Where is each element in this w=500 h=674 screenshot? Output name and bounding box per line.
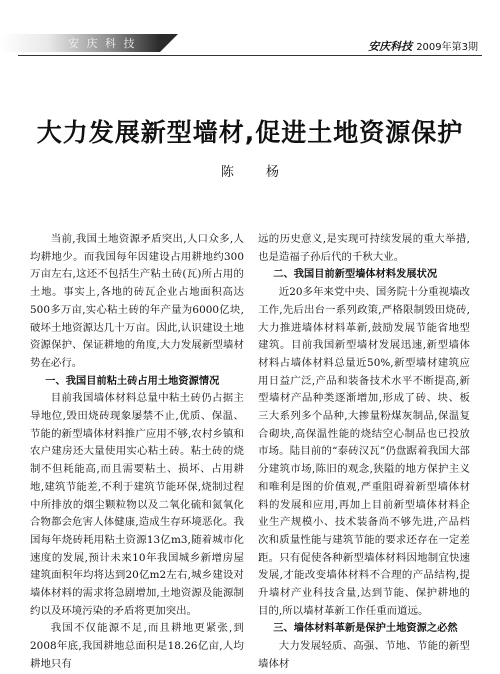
left-column: [30, 231, 244, 674]
paragraph: 当前,我国土地资源矛盾突出,人口众多,人均耕地少。而我国每年因建设占用耕地约300万亩左右,这还不包括生产粘土砖(瓦)所占用的土地。事实上,各地的砖瓦企业占地面积高达500多万亩,实心粘土砖的年产量为6000亿块,破坏土地资源达几十万亩。因此,认识建设土地资源保护、保证耕地的角度,大力发展新型墙材势在必行。: [30, 233, 244, 369]
paragraph: 远的历史意义,是实现可持续发展的重大举措,也是造福子孙后代的千秋大业。: [258, 233, 470, 263]
right-column: [258, 231, 470, 674]
paragraph: 我国不仅能源不足,而且耕地更紧张,到2008年底,我国耕地总面积是18.26亿亩,人均耕地只有: [30, 622, 244, 670]
header-rule: [18, 55, 482, 56]
section-heading: 二、我国目前新型墙体材料发展状况: [273, 269, 438, 281]
header-decor-text: 安 庆 科 技: [68, 37, 137, 50]
issue-number: 2009年第3期: [416, 42, 478, 53]
article-title: 大力发展新型墙材,促进土地资源保护: [36, 118, 464, 147]
article-author: 陈 杨: [220, 165, 294, 180]
section-heading: 三、墙体材料革新是保护土地资源之必然: [273, 623, 458, 635]
header-decor-band: [0, 34, 160, 52]
header-decor-triangle: [160, 34, 178, 52]
paragraph: 近20多年来党中央、国务院十分重视墙改工作,先后出台一系列政策,严格限制毁田烧砖,大力推进墙体材料革新,鼓励发展节能省地型建筑。目前我国新型墙材发展迅速,新型墙体材料占墙体材料总量近50%,新型墙材建筑应用日益广泛,产品和装备技术水平不断提高,新型墙材产品种类逐渐增加,形成了砖、块、板三大系列多个品种,大掺量粉煤灰制品,保温复合砌块,高保温性能的烧结空心制品也已投放市场。陆目前的“泰砖汉瓦”仍盘踞着我国大部分建筑市场,陈旧的观念,狭隘的地方保护主义和唯利是图的价值观,严重阻碍着新型墙体材料的发展和应用,再加上目前新型墙体材料企业生产规模小、技术装备尚不够先进,产品档次和质量性能与建筑节能的要求还存在一定差距。只有促使各种新型墙体材料因地制宜快速发展,才能改变墙体材料不合理的产品结构,提升墙材产业科技含量,达到节能、保护耕地的目的,所以墙材革新工作任重而道远。: [258, 286, 470, 617]
paragraph: 大力发展轻质、高强、节地、节能的新型墙体材: [258, 640, 470, 670]
journal-name: 安庆科技: [368, 40, 413, 53]
running-header: [368, 38, 478, 54]
paragraph: 目前我国墙体材料总量中粘土砖仍占据主导地位,毁田烧砖现象屡禁不止,优质、保温、节能的新型墙体材料推广应用不够,农村乡镇和农户建房还大量使用实心粘土砖。粘土砖的烧制不但耗能高,而且需要粘土、损坏、占用耕地,建筑节能差,不利于建筑节能环保,烧制过程中所排放的烟尘颗粒物以及二氧化硫和氮氧化合物都会危害人体健康,造成生存环境恶化。我国每年烧砖耗用粘土资源13亿m3,随着城市化速度的发展,预计未来10年我国城乡新增房屋建筑面积年均将达到20亿m2左右,城乡建设对墙体材料的需求将急剧增加,土地资源及能源制约以及环境污染的矛盾将更加突出。: [30, 392, 244, 617]
section-heading: 一、我国目前粘土砖占用土地资源情况: [45, 375, 220, 387]
